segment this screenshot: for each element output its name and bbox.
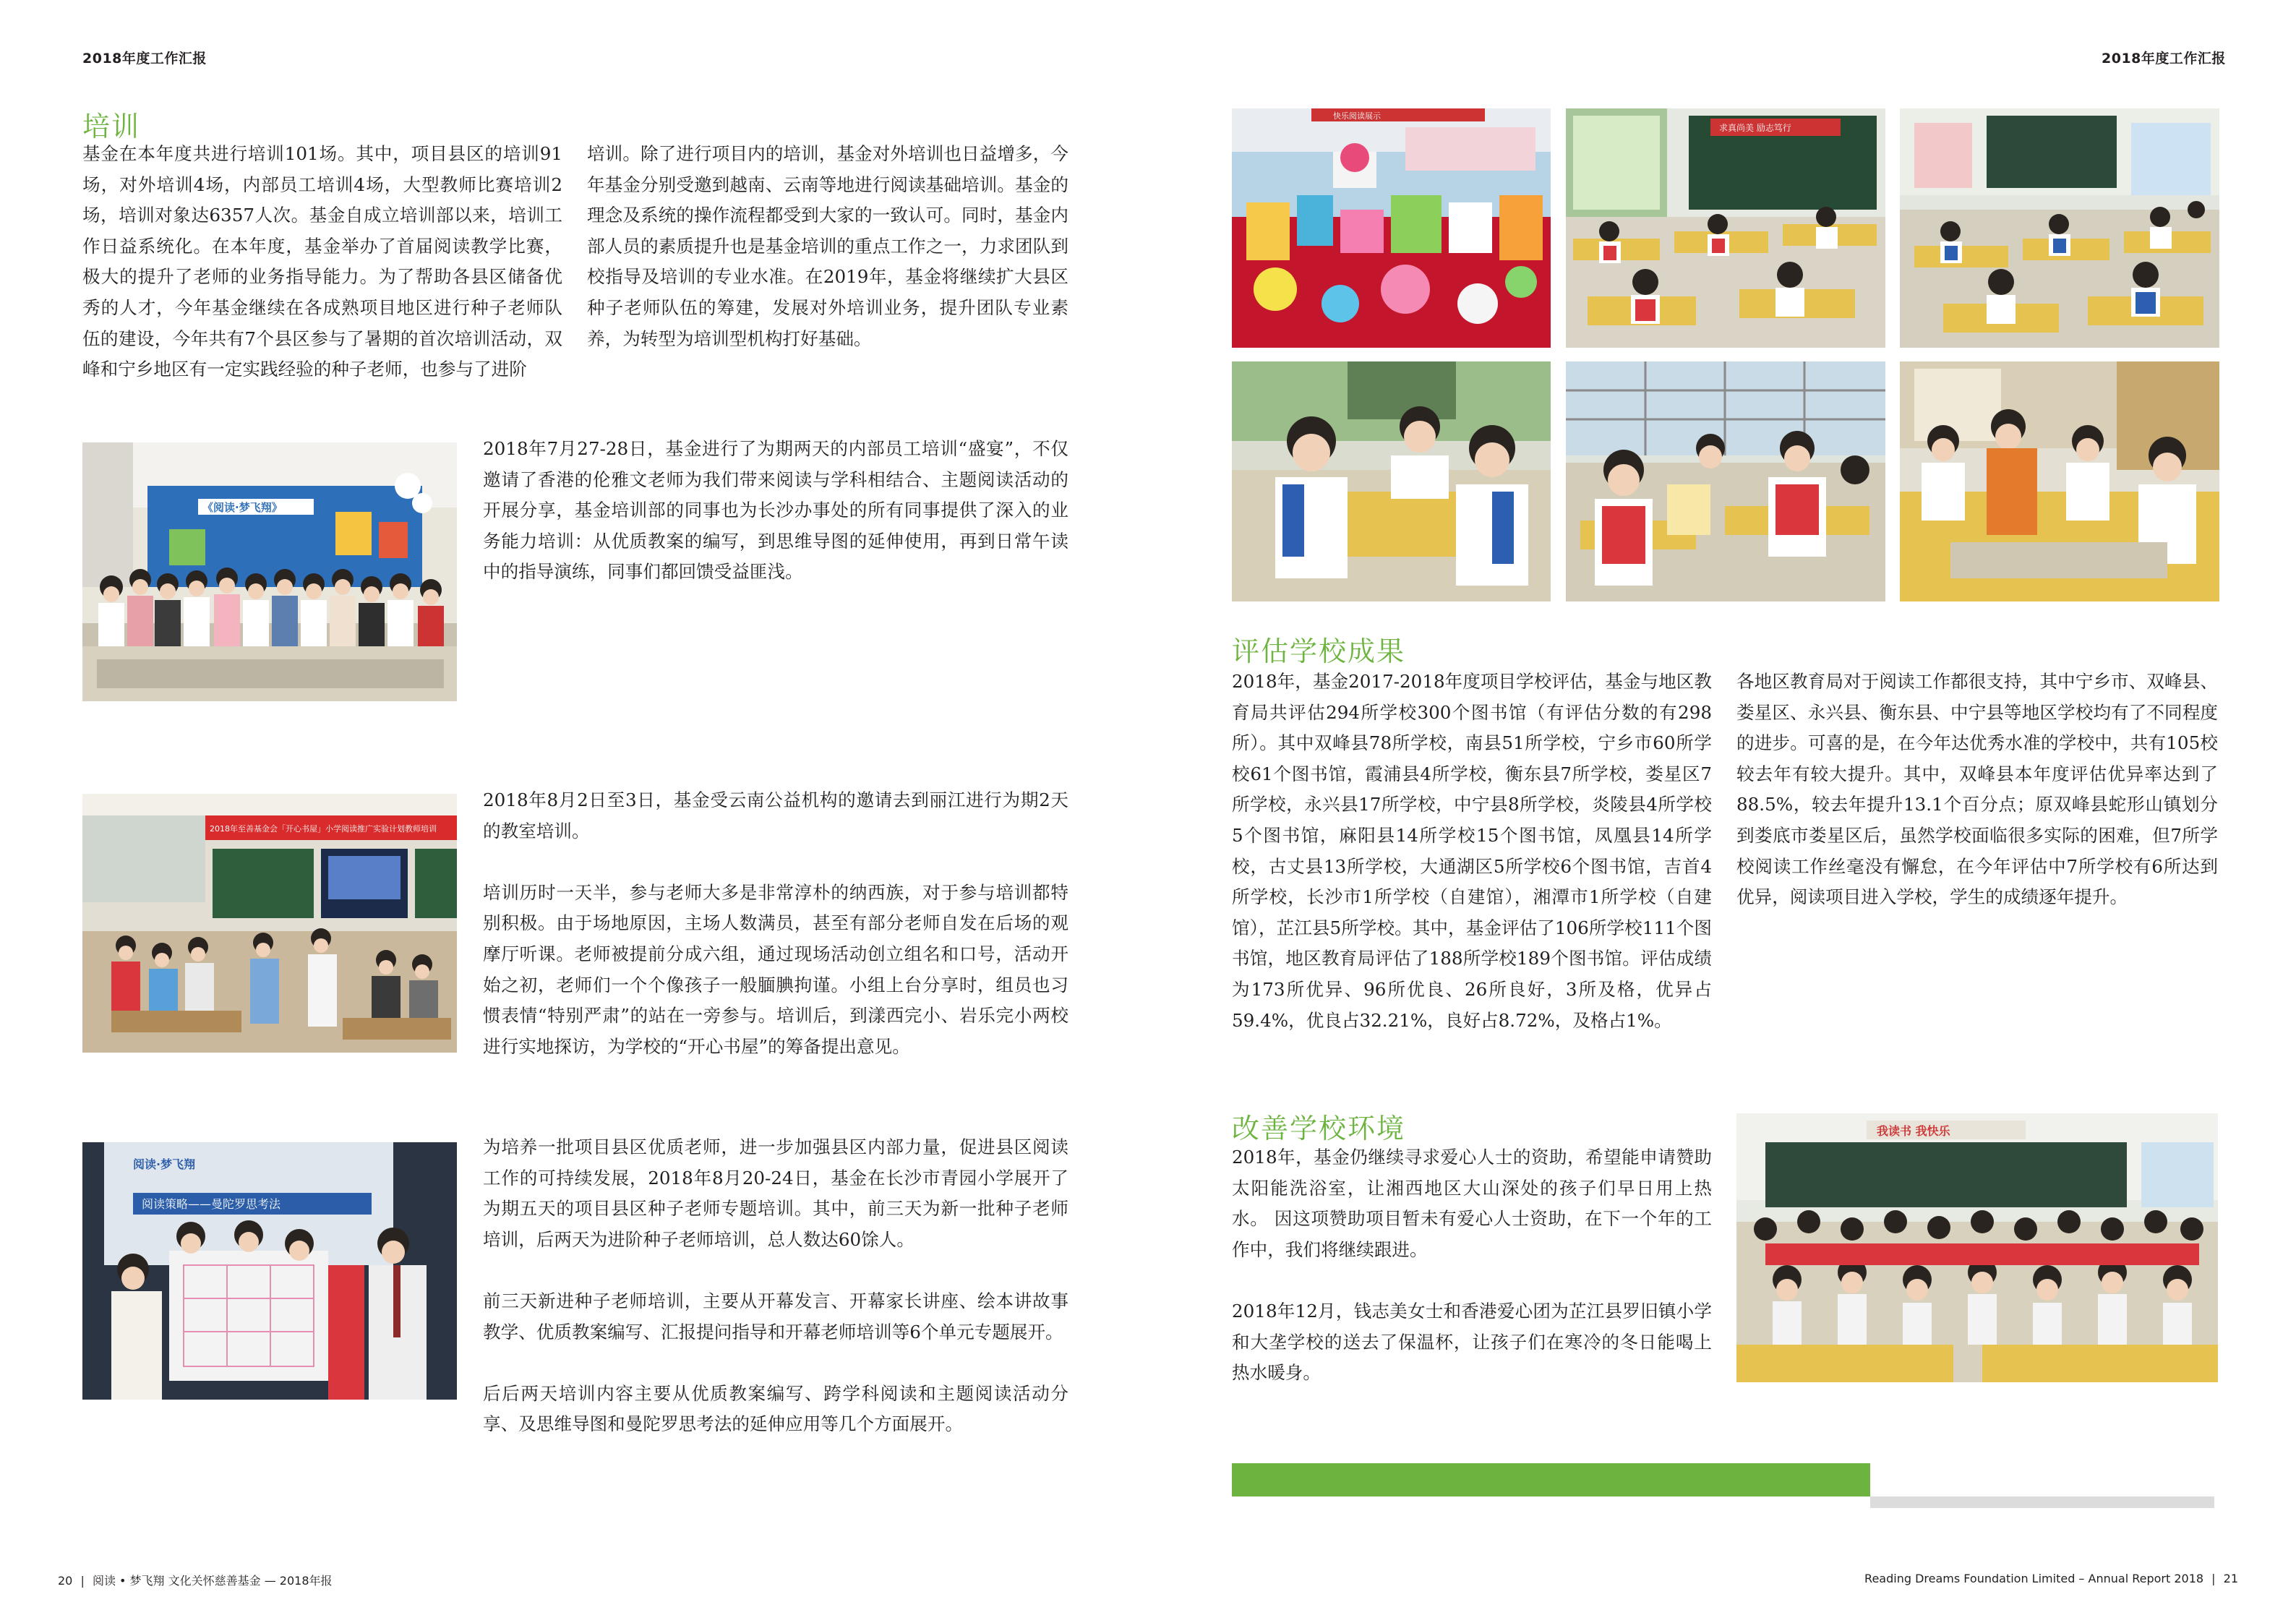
lijiang-paragraph-1: 2018年8月2日至3日，基金受云南公益机构的邀请去到丽江进行为期2天的教室培训。 [483, 789, 1068, 842]
footer-left: 20 | 阅读 • 梦飞翔 文化关怀慈善基金 — 2018年报 [58, 1574, 333, 1588]
classroom-photo-3 [1900, 108, 2219, 348]
seed-teacher-text [483, 1132, 1068, 1440]
seed-teacher-paragraph-3: 后后两天培训内容主要从优质教案编写、跨学科阅读和主题阅读活动分享、及思维导图和曼陀罗思考法的延伸应用等几个方面展开。 [483, 1382, 1068, 1435]
environment-text [1232, 1142, 1712, 1389]
lijiang-paragraph-2: 培训历时一天半，参与老师大多是非常淳朴的纳西族，对于参与培训都特别积极。由于场地原因，主场人数满员，甚至有部分老师自发在后场的观摩厅听课。老师被提前分成六组，通过现场活动创立组名和口号，活动开始之初，老师们一个个像孩子一般腼腆拘谨。小组上台分享时，组员也习惯表情“特别严肃”的站在一旁参与。培训后，到漾西完小、岩乐完小两校进行实地探访，为学校的“开心书屋”的筹备提出意见。 [483, 881, 1068, 1057]
thermos-gift-photo [1736, 1113, 2218, 1382]
seed-teacher-paragraph-2: 前三天新进种子老师培训，主要从开幕发言、开幕家长讲座、绘本讲故事教学、优质教案编写、汇报提问指导和开幕老师培训等6个单元专题展开。 [483, 1290, 1068, 1342]
training-section-title: 培训 [82, 111, 141, 142]
photo-banner-text: 《阅读·梦飞翔》 [202, 501, 283, 514]
page-number-right: 21 [2223, 1572, 2238, 1585]
evaluation-section-title: 评估学校成果 [1232, 635, 1406, 667]
photo-banner-text: 2018年至善基金会「开心书屋」小学阅读推广实验计划教师培训 [210, 824, 437, 834]
footer-left-text: 阅读 • 梦飞翔 文化关怀慈善基金 — 2018年报 [92, 1574, 333, 1588]
photo-banner-text: 快乐阅读展示 [1333, 111, 1381, 121]
environment-paragraph-2: 2018年12月，钱志美女士和香港爱心团为芷江县罗旧镇小学和大垄学校的送去了保温杯，让孩子们在寒冷的冬日能喝上热水暖身。 [1232, 1300, 1712, 1384]
lijiang-training-text [483, 785, 1068, 1062]
footer-right: Reading Dreams Foundation Limited – Annual Report 2018 | 21 [1864, 1572, 2238, 1585]
photo-banner-text: 我读书 我快乐 [1877, 1124, 1950, 1138]
seed-teacher-photo [82, 1142, 457, 1400]
staff-training-photo [82, 442, 457, 701]
environment-paragraph-1: 2018年，基金仍继续寻求爱心人士的资助，希望能申请赞助太阳能洗浴室，让湘西地区大山深处的孩子们早日用上热水。 因这项赞助项目暂未有爱心人士资助，在下一个年的工作中，我们将继续跟进。 [1232, 1147, 1712, 1260]
photo-logo-text: 阅读·梦飞翔 [133, 1157, 196, 1171]
green-accent-bar [1232, 1463, 1870, 1496]
classroom-photo-2 [1566, 108, 1885, 348]
footer-right-text: Reading Dreams Foundation Limited – Annual Report 2018 [1864, 1572, 2204, 1585]
photo-banner-text: 求真尚美 励志笃行 [1719, 123, 1791, 133]
running-header-left: 2018年度工作汇报 [82, 51, 207, 67]
evaluation-col1: 2018年，基金2017-2018年度项目学校评估，基金与地区教育局共评估294所学校300个图书馆（有评估分数的有298所）。其中双峰县78所学校，南县51所学校，宁乡市60所学校61个图书馆，霞浦县4所学校，衡东县7所学校，娄星区7所学校，永兴县17所学校，中宁县8所学校，炎陵县4所学校5个图书馆，麻阳县14所学校15个图书馆，凤凰县14所学校，古丈县13所学校，大通湖区5所学校6个图书馆，吉首4所学校，长沙市1所学校（自建馆），湘潭市1所学校（自建馆），芷江县5所学校。其中，基金评估了106所学校111个图书馆，地区教育局评估了188所学校189个图书馆。评估成绩为173所优异、96所优良、26所良好，3所及格，优异占59.4%，优良占32.21%，良好占8.72%，及格占1%。 [1232, 671, 1712, 1031]
lijiang-training-photo [82, 794, 457, 1053]
photo-banner-text: 阅读策略——曼陀罗思考法 [142, 1197, 281, 1211]
classroom-photo-6 [1900, 361, 2219, 601]
page-number-left: 20 [58, 1574, 73, 1588]
running-header-right: 2018年度工作汇报 [2102, 51, 2226, 67]
training-intro-col1: 基金在本年度共进行培训101场。其中，项目县区的培训91场，对外培训4场，内部员工培训4场，大型教师比赛培训2场，培训对象达6357人次。基金自成立培训部以来，培训工作日益系统化。在本年度，基金举办了首届阅读教学比赛，极大的提升了老师的业务指导能力。为了帮助各县区储备优秀的人才，今年基金继续在各成熟项目地区进行种子老师队伍的建设，今年共有7个县区参与了暑期的首次培训活动，双峰和宁乡地区有一定实践经验的种子老师，也参与了进阶 [82, 143, 562, 380]
staff-training-text: 2018年7月27-28日，基金进行了为期两天的内部员工培训“盛宴”，不仅邀请了香港的伦雅文老师为我们带来阅读与学科相结合、主题阅读活动的开展分享，基金培训部的同事也为长沙办事处的所有同事提供了深入的业务能力培训：从优质教案的编写，到思维导图的延伸使用，再到日常午读中的指导演练，同事们都回馈受益匪浅。 [483, 438, 1068, 583]
classroom-photo-4 [1232, 361, 1551, 601]
evaluation-col2: 各地区教育局对于阅读工作都很支持，其中宁乡市、双峰县、娄星区、永兴县、衡东县、中宁县等地区学校均有了不同程度的进步。可喜的是，在今年达优秀水准的学校中，共有105校较去年有较大提升。其中，双峰县本年度评估优异率达到了88.5%，较去年提升13.1个百分点；原双峰县蛇形山镇划分到娄底市娄星区后，虽然学校面临很多实际的困难，但7所学校阅读工作丝毫没有懈怠，在今年评估中7所学校有6所达到优异，阅读项目进入学校，学生的成绩逐年提升。 [1736, 671, 2218, 908]
gray-accent-bar [1870, 1496, 2214, 1508]
training-intro-col2: 培训。除了进行项目内的培训，基金对外培训也日益增多，今年基金分别受邀到越南、云南等地进行阅读基础培训。基金的理念及系统的操作流程都受到大家的一致认可。同时，基金内部人员的素质提升也是基金培训的重点工作之一，力求团队到校指导及培训的专业水准。在2019年，基金将继续扩大县区种子老师队伍的筹建，发展对外培训业务，提升团队专业素养，为转型为培训型机构打好基础。 [587, 143, 1068, 349]
environment-section-title: 改善学校环境 [1232, 1113, 1406, 1144]
seed-teacher-paragraph-1: 为培养一批项目县区优质老师，进一步加强县区内部力量，促进县区阅读工作的可持续发展，2018年8月20-24日，基金在长沙市青园小学展开了为期五天的项目县区种子老师专题培训。其中，前三天为新一批种子老师培训，后两天为进阶种子老师培训，总人数达60馀人。 [483, 1136, 1068, 1250]
reading-exhibition-photo [1232, 108, 1551, 348]
classroom-photo-5 [1566, 361, 1885, 601]
